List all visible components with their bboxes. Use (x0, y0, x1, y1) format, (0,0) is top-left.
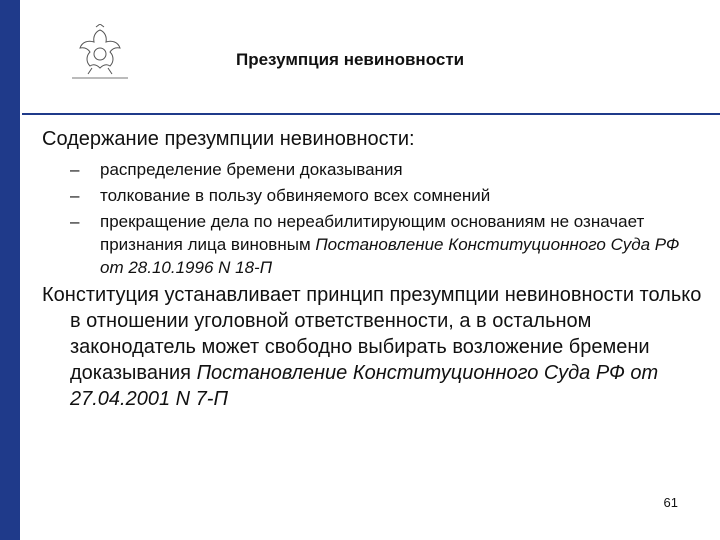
content-heading: Содержание презумпции невиновности: (42, 128, 415, 150)
header-divider (22, 113, 720, 115)
bullet-list (42, 158, 702, 279)
paragraph-citation: Постановление Конституционного Суда РФ от 27.04.2001 N 7-П (70, 362, 659, 410)
left-accent-bar (0, 0, 20, 540)
bullet-dash: – (70, 160, 80, 179)
slide-content (42, 126, 702, 412)
paragraph-text: Конституция устанавливает принцип презумпции невиновности только в отношении уголовной ответственности, а в остальном законодатель может свободно выбирать возложение бремени доказывания (42, 284, 702, 384)
constitution-paragraph (42, 282, 702, 412)
page-number: 61 (663, 495, 678, 510)
bullet-item (70, 210, 702, 279)
bullet-text: толкование в пользу обвиняемого всех сомнений (100, 186, 491, 205)
bullet-dash: – (70, 186, 80, 205)
bullet-text: прекращение дела по нереабилитирующим основаниям не означает признания лица виновным (100, 212, 645, 254)
bullet-dash: – (70, 212, 80, 231)
bullet-item (70, 184, 702, 207)
bullet-text: распределение бремени доказывания (100, 160, 403, 179)
double-headed-eagle-emblem-icon (68, 24, 132, 82)
bullet-citation: Постановление Конституционного Суда РФ от 28.10.1996 N 18-П (100, 235, 680, 277)
bullet-item (70, 158, 702, 181)
slide-title: Презумпция невиновности (236, 50, 465, 69)
